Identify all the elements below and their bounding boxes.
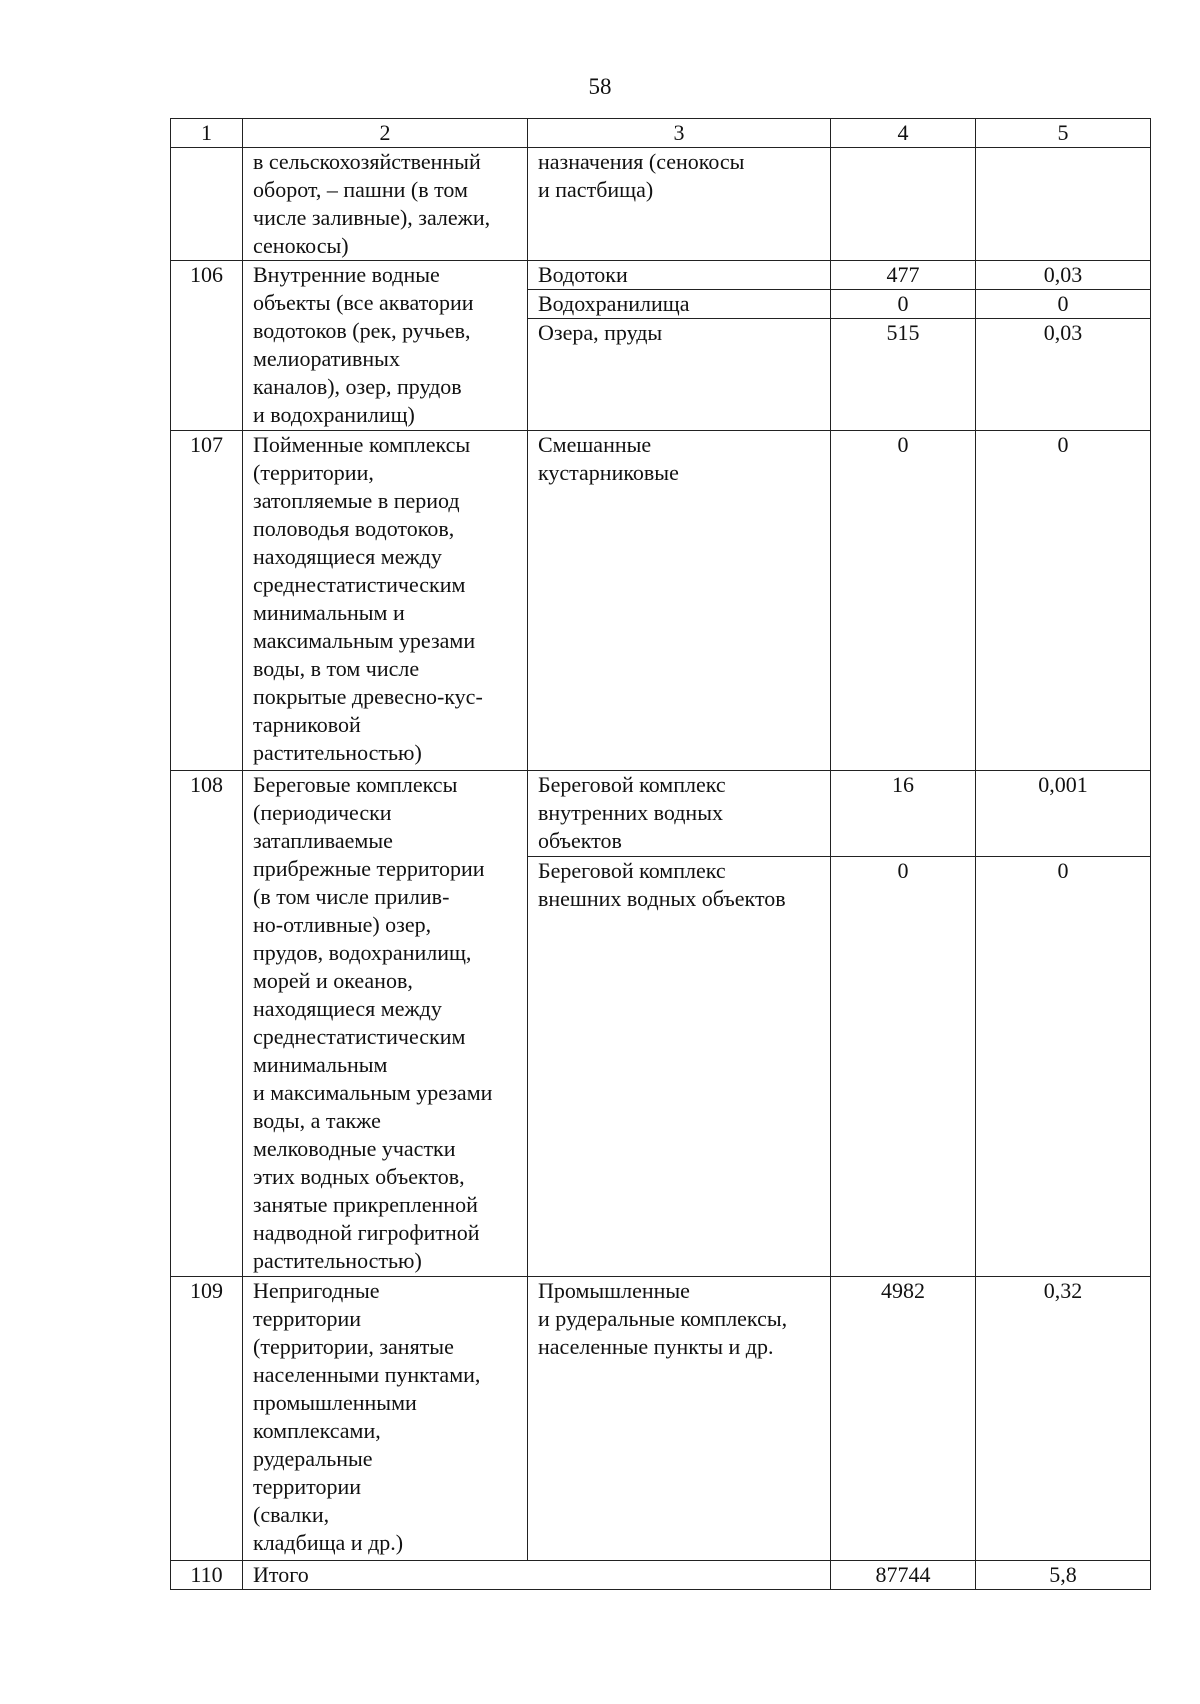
header-col-5: 5: [976, 119, 1151, 148]
area-cell: 0: [831, 290, 976, 319]
row-number: 108: [171, 771, 243, 1277]
land-type: Водотоки: [528, 261, 831, 290]
page-number: 58: [588, 74, 612, 99]
land-type: Промышленные и рудеральные комплексы, населенные пункты и др.: [528, 1277, 831, 1561]
share-cell: 0: [976, 431, 1151, 771]
land-table: [170, 118, 1151, 1590]
land-type: Береговой комплекс внешних водных объектов: [528, 857, 831, 1277]
land-category: Непригодные территории (территории, занятые населенными пунктами, промышленными комплексами, рудеральные территории (свалки, кладбища и др.): [243, 1277, 528, 1561]
land-category: в сельскохозяйственный оборот, – пашни (в том числе заливные), залежи, сенокосы): [243, 148, 528, 261]
row-number: 109: [171, 1277, 243, 1561]
share-cell: 0,32: [976, 1277, 1151, 1561]
table-row-107: [171, 431, 1151, 771]
land-type: Береговой комплекс внутренних водных объектов: [528, 771, 831, 857]
total-label: Итого: [243, 1561, 831, 1590]
share-cell: 0: [976, 290, 1151, 319]
row-number: 106: [171, 261, 243, 431]
area-cell: 477: [831, 261, 976, 290]
total-share: 5,8: [976, 1561, 1151, 1590]
total-area: 87744: [831, 1561, 976, 1590]
share-cell: [976, 148, 1151, 261]
header-col-2: 2: [243, 119, 528, 148]
header-col-4: 4: [831, 119, 976, 148]
area-cell: 515: [831, 319, 976, 431]
header-col-1: 1: [171, 119, 243, 148]
land-type: Озера, пруды: [528, 319, 831, 431]
table-row-110-total: [171, 1561, 1151, 1590]
area-cell: 0: [831, 431, 976, 771]
area-cell: [831, 148, 976, 261]
table-row-106: [171, 261, 1151, 290]
area-cell: 4982: [831, 1277, 976, 1561]
land-type: Смешанные кустарниковые: [528, 431, 831, 771]
share-cell: 0,03: [976, 261, 1151, 290]
row-number: 110: [171, 1561, 243, 1590]
area-cell: 0: [831, 857, 976, 1277]
header-col-3: 3: [528, 119, 831, 148]
table-row-108: [171, 771, 1151, 857]
row-number: [171, 148, 243, 261]
land-category: Береговые комплексы (периодически затапливаемые прибрежные территории (в том числе прилив- но-отливные) озер, прудов, водохранилищ, морей и океанов, находящиеся между среднестатистическим минимальным и максимальным урезами воды, а также мелководные участки этих водных объектов, занятые прикрепленной надводной гигрофитной растительностью): [243, 771, 528, 1277]
table-row-109: [171, 1277, 1151, 1561]
area-cell: 16: [831, 771, 976, 857]
land-type: назначения (сенокосы и пастбища): [528, 148, 831, 261]
table-header-row: [171, 119, 1151, 148]
table-row-continuation: [171, 148, 1151, 261]
land-type: Водохранилища: [528, 290, 831, 319]
share-cell: 0: [976, 857, 1151, 1277]
row-number: 107: [171, 431, 243, 771]
share-cell: 0,03: [976, 319, 1151, 431]
land-category: Внутренние водные объекты (все акватории водотоков (рек, ручьев, мелиоративных каналов), озер, прудов и водохранилищ): [243, 261, 528, 431]
land-category: Пойменные комплексы (территории, затопляемые в период половодья водотоков, находящиеся между среднестатистическим минимальным и максимальным урезами воды, в том числе покрытые древесно-кус- тарниковой растительностью): [243, 431, 528, 771]
share-cell: 0,001: [976, 771, 1151, 857]
